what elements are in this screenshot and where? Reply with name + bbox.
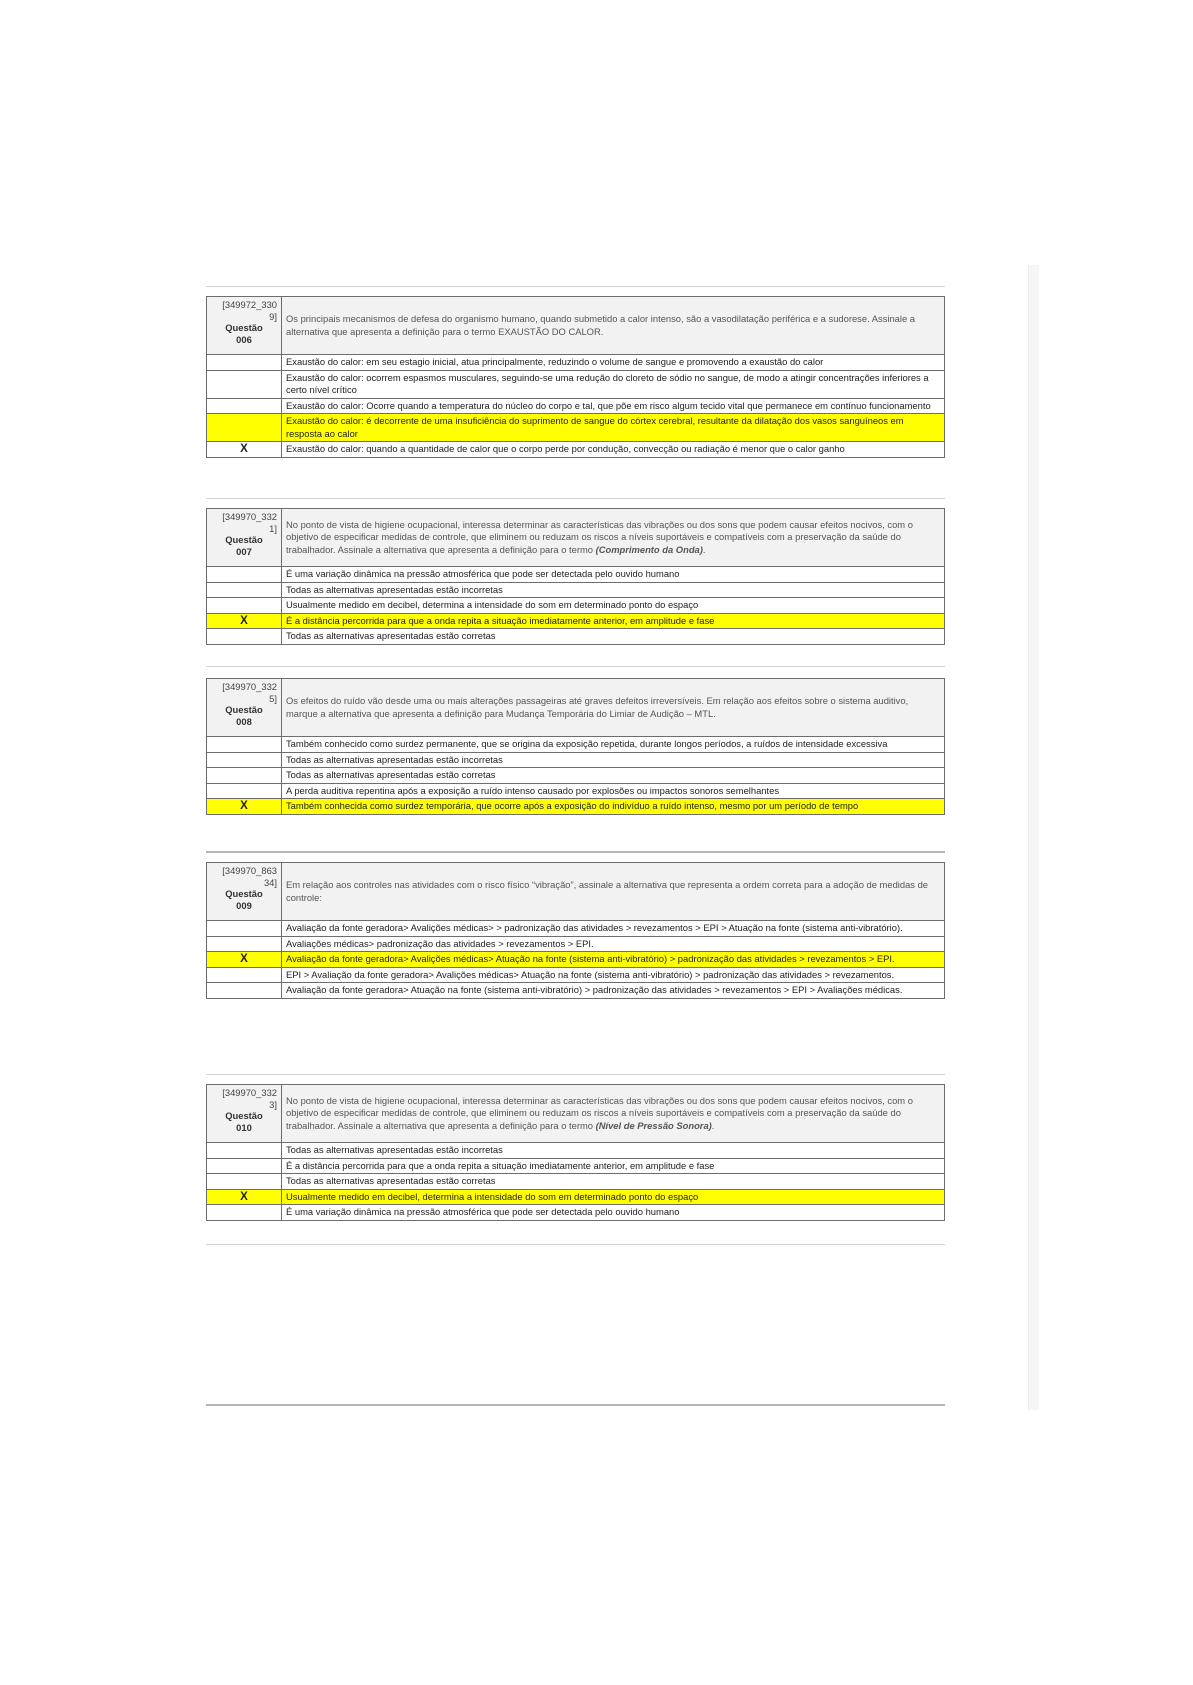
question-code-line2: 34] [263,876,277,888]
option-text: Exaustão do calor: ocorrem espasmos musculares, seguindo-se uma redução do cloreto de sódio no sangue, de modo a atingir concentrações inferiores a certo nível crítico [282,370,945,398]
option-mark-cell [207,967,282,983]
question-label: Questão [225,322,263,333]
answer-mark: X [207,442,282,458]
option-mark-cell [207,1158,282,1174]
question-table-010 [206,1084,945,1221]
option-text: É a distância percorrida para que a onda repita a situação imediatamente anterior, em amplitude e fase [282,613,945,629]
option-mark-cell [207,629,282,645]
option-row[interactable] [207,1158,945,1174]
option-text: Exaustão do calor: em seu estagio inicial, atua principalmente, reduzindo o volume de sangue e promovendo a exaustão do calor [282,355,945,371]
option-text: Também conhecido como surdez permanente, que se origina da exposição repetida, durante longos períodos, a ruídos de intensidade excessiva [282,737,945,753]
option-mark-cell [207,567,282,583]
answer-mark: X [207,799,282,815]
question-term: (Nível de Pressão Sonora) [595,1119,712,1131]
option-row-highlighted[interactable] [207,414,945,442]
page-edge-strip [1028,265,1039,1410]
option-text: Exaustão do calor: Ocorre quando a temperatura do núcleo do corpo e tal, que põe em risco algum tecido vital que permanece em contínuo funcionamento [282,398,945,414]
question-text-end: . [711,1119,715,1131]
option-row-highlighted-marked[interactable] [207,613,945,629]
question-text: Os principais mecanismos de defesa do organismo humano, quando submetido a calor intenso, são a vasodilatação periférica e a sudorese. Assinale a alternativa que apresenta a definição para o termo EXAUSTÃO DO CALOR. [286,313,916,337]
question-number: 008 [236,715,252,727]
separator [206,666,945,667]
separator [206,1244,945,1245]
question-code-line1: [349972_330 [222,299,277,310]
question-table-008 [206,678,945,815]
option-text: Avaliações médicas> padronização das atividades > revezamentos > EPI. [282,936,945,952]
question-number: 010 [236,1121,252,1133]
option-row[interactable] [207,921,945,937]
option-mark-cell [207,921,282,937]
question-id-cell [207,863,282,921]
option-row[interactable] [207,1174,945,1190]
question-id-cell [207,679,282,737]
separator-bottom [206,1404,945,1406]
option-mark-cell [207,370,282,398]
option-row-highlighted-marked[interactable] [207,799,945,815]
question-text: Os efeitos do ruído vão desde uma ou mais alterações passageiras até graves defeitos irreversíveis. Em relação aos efeitos sobre o sistema auditivo, marque a alternativa que apresenta a definição para Mudança Temporária do Limiar de Audição – MTL. [286,695,909,719]
option-mark-cell [207,598,282,614]
option-row[interactable] [207,936,945,952]
option-mark-cell [207,783,282,799]
option-text: Também conhecida como surdez temporária, que ocorre após a exposição do indivíduo a ruído intenso, mesmo por um período de tempo [282,799,945,815]
option-row-marked[interactable] [207,442,945,458]
option-row[interactable] [207,783,945,799]
option-row-highlighted-marked[interactable] [207,952,945,968]
question-number: 009 [236,899,252,911]
option-text: Exaustão do calor: é decorrente de uma insuficiência do suprimento de sangue do córtex cerebral, resultante da dilatação dos vasos sanguíneos em resposta ao calor [282,414,945,442]
question-id-cell [207,1085,282,1143]
option-mark-cell [207,752,282,768]
option-text: É uma variação dinâmica na pressão atmosférica que pode ser detectada pelo ouvido humano [282,567,945,583]
option-row[interactable] [207,967,945,983]
question-text-end: . [702,543,706,555]
option-row-highlighted-marked[interactable] [207,1189,945,1205]
question-text-cell [282,1085,945,1143]
question-text-cell [282,297,945,355]
option-text: A perda auditiva repentina após a exposição a ruído intenso causado por explosões ou impactos sonoros semelhantes [282,783,945,799]
option-mark-cell [207,1205,282,1221]
option-mark-cell [207,1143,282,1159]
question-table-006 [206,296,945,458]
question-code-line1: [349970_332 [222,681,277,692]
separator [206,1074,945,1075]
option-row[interactable] [207,752,945,768]
separator-top [206,286,945,287]
question-code-line2: 5] [269,692,277,704]
question-term: (Comprimento da Onda) [595,543,703,555]
question-text: No ponto de vista de higiene ocupacional, interessa determinar as características das vibrações ou dos sons que podem causar efeitos nocivos, com o objetivo de especificar medidas de controle, que eliminem ou reduzam os riscos a níveis suportáveis e compatíveis com a preservação da saúde do trabalhador. Assinale a alternativa que apresenta a definição para o termo [286,518,913,555]
question-label: Questão [225,888,263,899]
question-code-line1: [349970_332 [222,1087,277,1098]
question-text-cell [282,509,945,567]
question-number: 006 [236,333,252,345]
question-header-row [207,1085,945,1143]
option-mark-cell [207,983,282,999]
question-header-row [207,509,945,567]
option-mark-cell [207,768,282,784]
answer-mark: X [207,1189,282,1205]
option-text: Avaliação da fonte geradora> Atuação na fonte (sistema anti-vibratório) > padronização das atividades > revezamentos > EPI > Avaliações médicas. [282,983,945,999]
option-mark-cell [207,398,282,414]
option-row[interactable] [207,1205,945,1221]
option-text: Todas as alternativas apresentadas estão incorretas [282,752,945,768]
option-row[interactable] [207,983,945,999]
option-text: EPI > Avaliação da fonte geradora> Avalições médicas> Atuação na fonte (sistema anti-vibratório) > padronização das atividades > revezamentos. [282,967,945,983]
question-label: Questão [225,534,263,545]
question-text: No ponto de vista de higiene ocupacional, interessa determinar as características das vibrações ou dos sons que podem causar efeitos nocivos, com o objetivo de especificar medidas de controle, que eliminem ou reduzam os riscos a níveis suportáveis e compatíveis com a preservação da saúde do trabalhador. Assinale a alternativa que apresenta a definição para o termo [286,1094,913,1131]
option-mark-cell [207,936,282,952]
option-row[interactable] [207,737,945,753]
question-table-007 [206,508,945,645]
option-row[interactable] [207,567,945,583]
answer-mark: X [207,952,282,968]
option-text: Usualmente medido em decibel, determina a intensidade do som em determinado ponto do espaço [282,598,945,614]
option-text: Todas as alternativas apresentadas estão incorretas [282,582,945,598]
option-row[interactable] [207,768,945,784]
option-text: Avaliação da fonte geradora> Avalições médicas> > padronização das atividades > revezamentos > EPI > Atuação na fonte (sistema anti-vibratório). [282,921,945,937]
option-row[interactable] [207,398,945,414]
option-text: Todas as alternativas apresentadas estão corretas [282,1174,945,1190]
option-text: Exaustão do calor: quando a quantidade de calor que o corpo perde por condução, convecção ou radiação é menor que o calor ganho [282,442,945,458]
question-text-cell [282,679,945,737]
question-code-line1: [349970_863 [222,865,277,876]
option-row[interactable] [207,598,945,614]
option-mark-cell [207,737,282,753]
answer-mark: X [207,613,282,629]
option-mark-cell [207,355,282,371]
question-code-line1: [349970_332 [222,511,277,522]
separator [206,498,945,499]
question-number: 007 [236,545,252,557]
option-mark-cell [207,582,282,598]
option-text: Todas as alternativas apresentadas estão incorretas [282,1143,945,1159]
question-label: Questão [225,704,263,715]
separator [206,851,945,853]
option-text: Usualmente medido em decibel, determina a intensidade do som em determinado ponto do espaço [282,1189,945,1205]
option-row[interactable] [207,582,945,598]
question-label: Questão [225,1110,263,1121]
question-header-row [207,863,945,921]
question-id-cell [207,509,282,567]
option-row[interactable] [207,355,945,371]
question-code-line2: 9] [269,310,277,322]
option-text: É a distância percorrida para que a onda repita a situação imediatamente anterior, em amplitude e fase [282,1158,945,1174]
option-mark-cell [207,414,282,442]
option-mark-cell [207,1174,282,1190]
question-code-line2: 1] [269,522,277,534]
option-text: Todas as alternativas apresentadas estão corretas [282,768,945,784]
option-text: É uma variação dinâmica na pressão atmosférica que pode ser detectada pelo ouvido humano [282,1205,945,1221]
question-id-cell [207,297,282,355]
option-row[interactable] [207,370,945,398]
option-text: Todas as alternativas apresentadas estão corretas [282,629,945,645]
option-row[interactable] [207,629,945,645]
question-header-row [207,679,945,737]
option-row[interactable] [207,1143,945,1159]
question-text-cell [282,863,945,921]
question-code-line2: 3] [269,1098,277,1110]
option-text: Avaliação da fonte geradora> Avalições médicas> Atuação na fonte (sistema anti-vibratório) > padronização das atividades > revezamentos > EPI. [282,952,945,968]
question-header-row [207,297,945,355]
question-text: Em relação aos controles nas atividades com o risco físico “vibração”, assinale a alternativa que representa a ordem correta para a adoção de medidas de controle: [286,879,929,903]
question-table-009 [206,862,945,999]
